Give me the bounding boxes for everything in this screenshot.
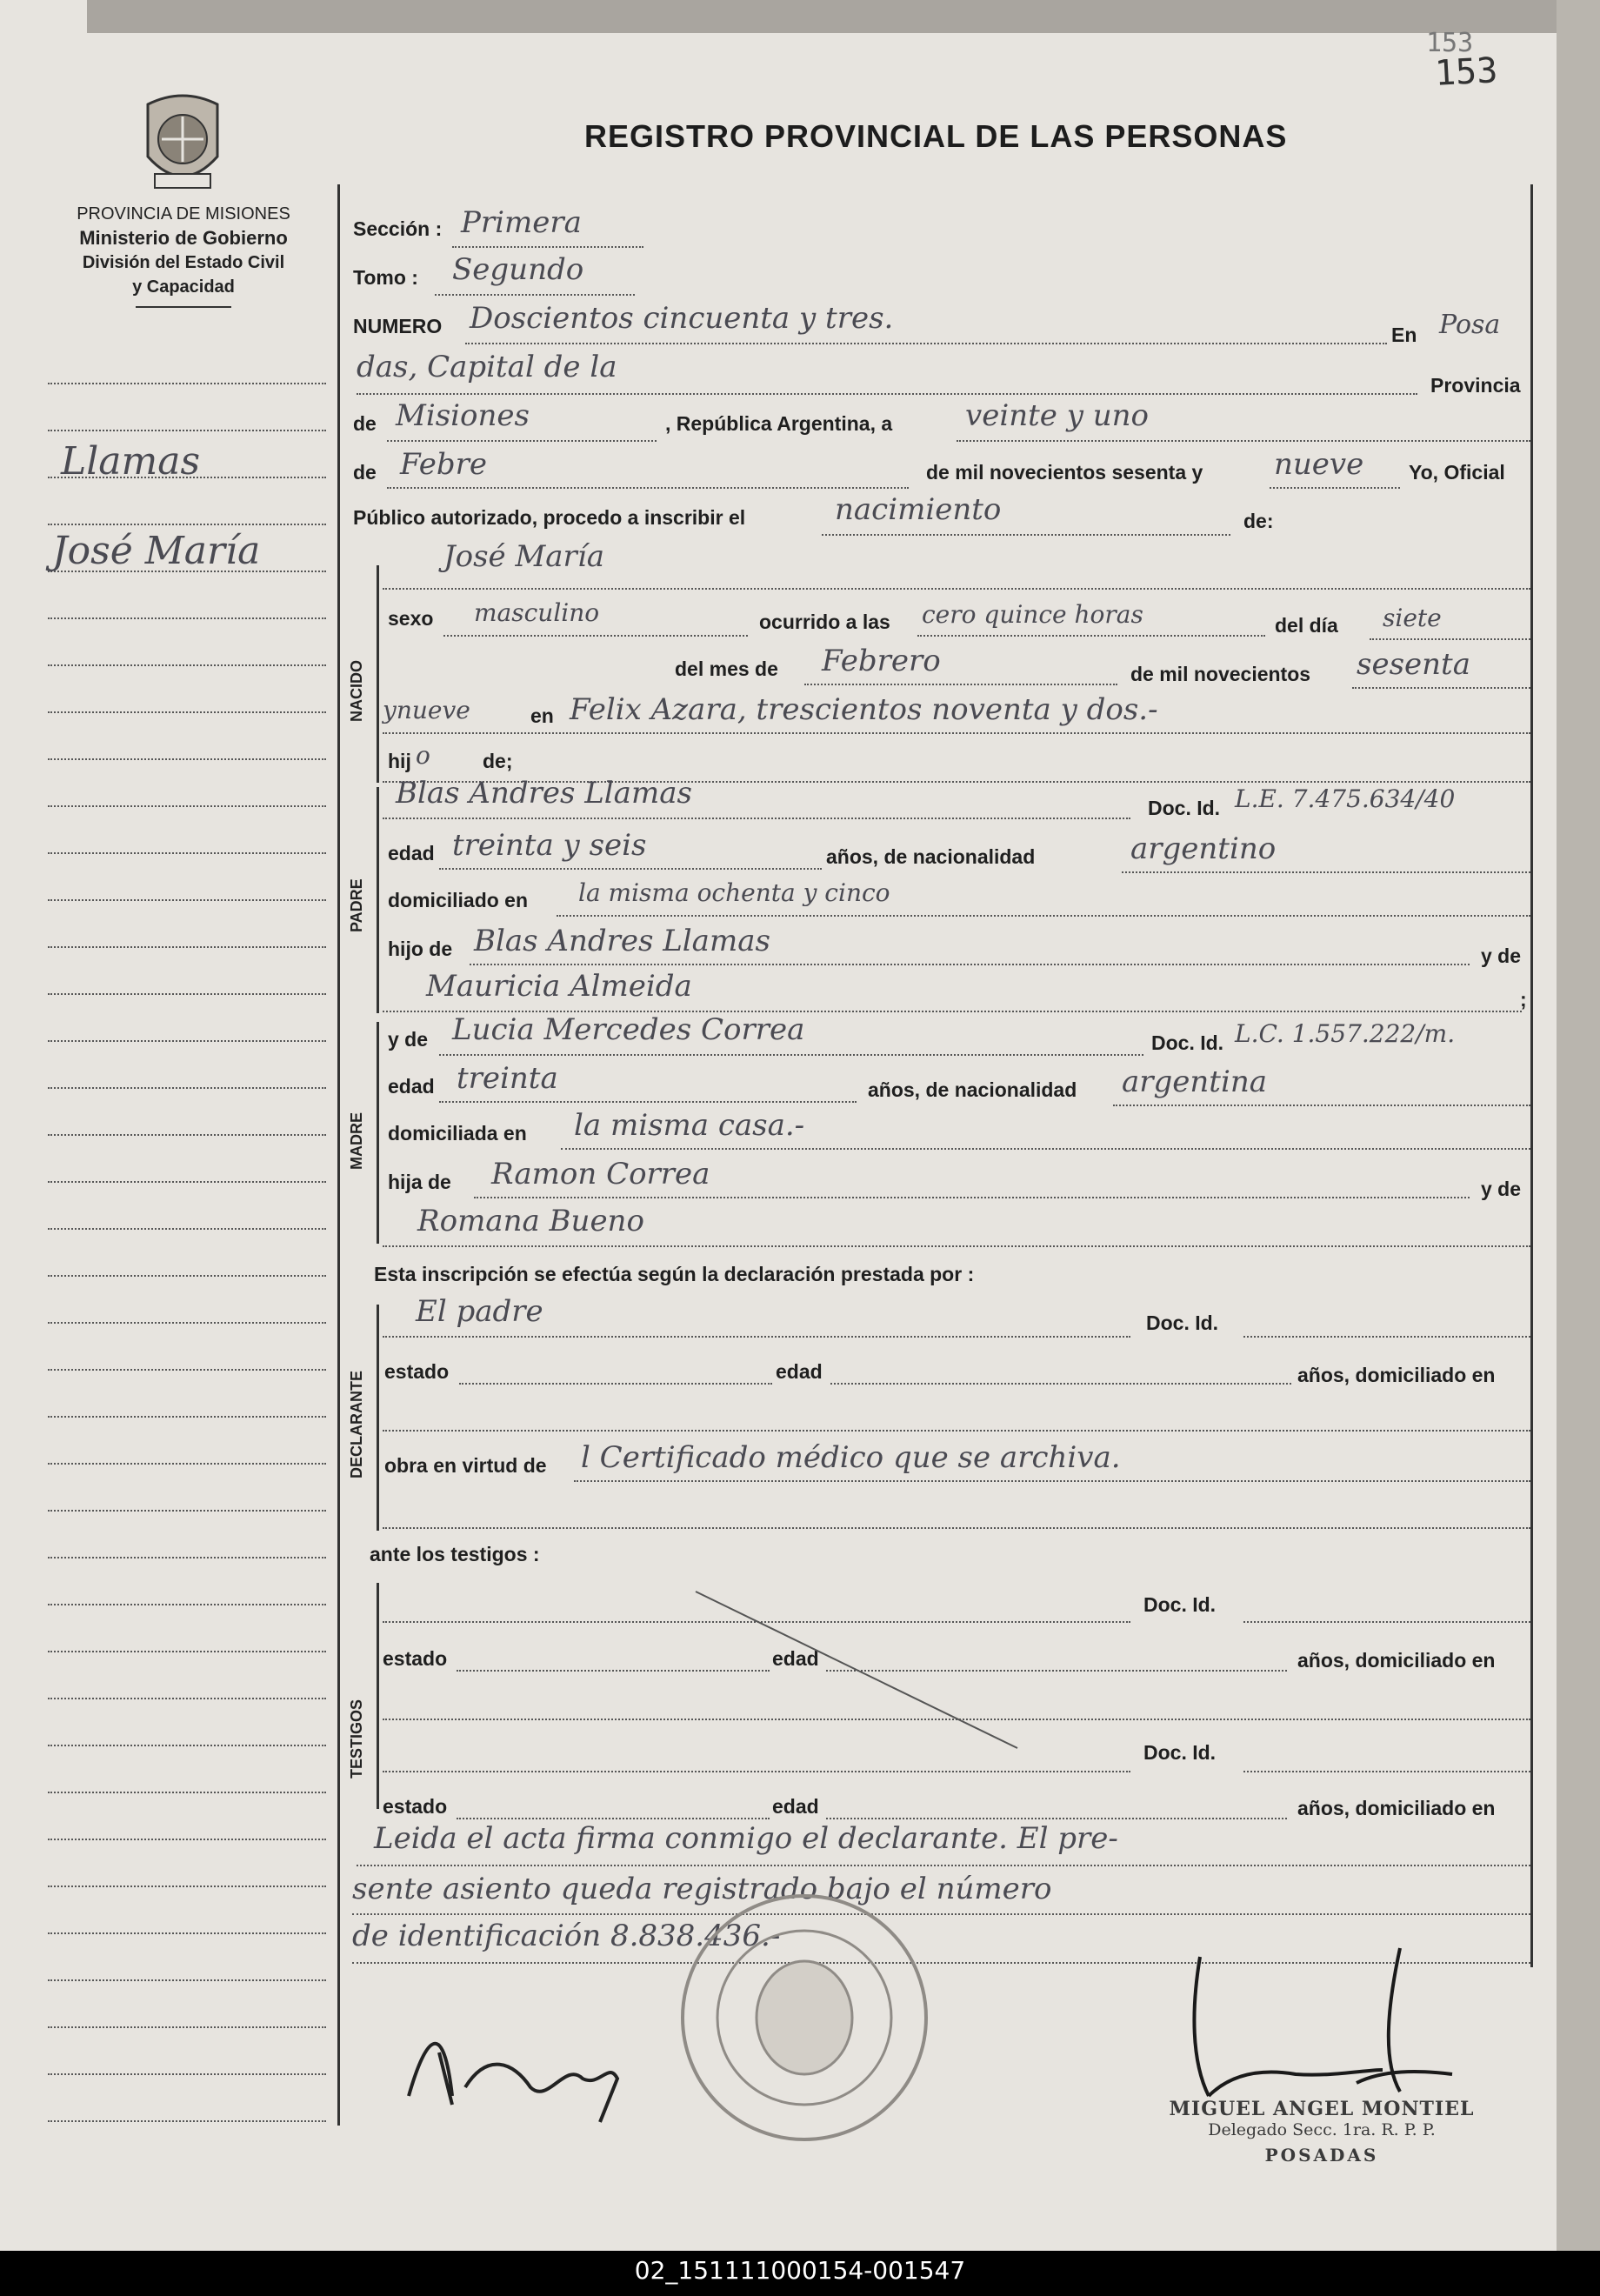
- padre-padre-value: Blas Andres Llamas: [474, 924, 770, 958]
- yo-oficial-label: Yo, Oficial: [1409, 461, 1505, 484]
- madre-hija-label: hija de: [388, 1171, 451, 1193]
- madre-padre-line: [474, 1197, 1470, 1198]
- declarante-edad-label: edad: [776, 1360, 823, 1383]
- mes-acta-line: [387, 487, 909, 489]
- margin-row-line: [48, 1979, 326, 1981]
- declarante-edad-line: [830, 1383, 1291, 1385]
- declarante-bracket: [377, 1305, 379, 1531]
- margin-row-line: [48, 993, 326, 995]
- testigos-bracket: [377, 1583, 379, 1809]
- acto-line: [822, 534, 1230, 536]
- seccion-value: Primera: [461, 205, 582, 240]
- declarante-doc-label: Doc. Id.: [1146, 1312, 1219, 1334]
- margin-row-line: [48, 1604, 326, 1605]
- dia-acta-value: veinte y uno: [965, 398, 1149, 433]
- declarante-estado-label: estado: [384, 1360, 450, 1383]
- en-label: En: [1391, 324, 1417, 346]
- tomo-label: Tomo :: [353, 266, 418, 289]
- right-border: [1530, 184, 1533, 1967]
- dia-value: siete: [1383, 604, 1442, 632]
- margin-row-line: [48, 1087, 326, 1089]
- madre-dom-line: [561, 1148, 1530, 1150]
- margin-row-line: [48, 1886, 326, 1887]
- testigo2-anos-label: años, domiciliado en: [1297, 1797, 1496, 1819]
- cross-out-stroke: [687, 1583, 1035, 1757]
- declarante-doc-line: [1243, 1336, 1530, 1338]
- margin-row-line: [48, 430, 326, 431]
- padre-y-de-label: y de: [1481, 944, 1522, 967]
- anio1-line: [1352, 687, 1530, 689]
- capacity-name: y Capacidad: [132, 277, 235, 297]
- numero-value: Doscientos cincuenta y tres.: [470, 301, 894, 336]
- testigos-intro-label: ante los testigos :: [370, 1543, 540, 1565]
- padre-edad-line: [439, 868, 822, 870]
- margin-row-line: [48, 1510, 326, 1512]
- madre-bracket: [377, 1022, 379, 1244]
- padre-doc-label: Doc. Id.: [1148, 797, 1221, 819]
- margin-row-line: [48, 1275, 326, 1277]
- madre-dom-label: domiciliada en: [388, 1122, 527, 1145]
- del-mes-label: del mes de: [675, 657, 778, 680]
- province-header: [31, 202, 336, 308]
- sexo-line: [443, 635, 748, 637]
- de-colon-label: de:: [1243, 510, 1274, 532]
- madre-doc-label: Doc. Id.: [1151, 1031, 1224, 1054]
- official-name: MIGUEL ANGEL MONTIEL: [1169, 2098, 1475, 2120]
- madre-nac-value: argentina: [1122, 1065, 1268, 1099]
- margin-row-line: [48, 664, 326, 666]
- dia-acta-line: [957, 440, 1530, 442]
- footer-code: 02_151111000154-001547: [634, 2256, 966, 2285]
- margin-surname: Llamas: [61, 439, 201, 484]
- margin-row-line: [48, 383, 326, 384]
- document-title: REGISTRO PROVINCIAL DE LAS PERSONAS: [584, 118, 1288, 154]
- padre-nac-value: argentino: [1130, 831, 1277, 866]
- inscripcion-label: Esta inscripción se efectúa según la declaración prestada por :: [374, 1263, 975, 1285]
- testigo2-edad-line: [826, 1818, 1287, 1819]
- testigo1-doc-label: Doc. Id.: [1143, 1593, 1217, 1616]
- lugar-nac-line: [383, 732, 1530, 734]
- margin-row-line: [48, 1463, 326, 1465]
- nacido-bracket: [377, 565, 379, 783]
- tomo-line: [435, 294, 635, 296]
- margin-row-line: [48, 758, 326, 760]
- madre-doc-value: L.C. 1.557.222/m.: [1235, 1019, 1456, 1048]
- padre-section-label: PADRE: [348, 878, 365, 932]
- hora-line: [917, 635, 1265, 637]
- hijo-o-value: o: [416, 741, 430, 770]
- margin-row-line: [48, 2026, 326, 2028]
- anio-acta-value: nueve: [1274, 447, 1364, 482]
- official-signature-icon: [1070, 1939, 1487, 2113]
- province-name: PROVINCIA DE MISIONES: [77, 204, 290, 224]
- official-place: POSADAS: [1264, 2145, 1379, 2166]
- testigo2-doc-line: [1243, 1771, 1530, 1772]
- declarante-section-label: DECLARANTE: [348, 1371, 365, 1478]
- ministry-name: Ministerio de Gobierno: [79, 227, 288, 249]
- padre-bracket: [377, 787, 379, 1013]
- margin-row-line: [48, 899, 326, 901]
- padre-padre-line: [470, 964, 1470, 965]
- obra-label: obra en virtud de: [384, 1454, 547, 1477]
- madre-nombre-line: [439, 1054, 1143, 1056]
- division-name: División del Estado Civil: [82, 253, 285, 272]
- closing-line-3: de identificación 8.838.436.-: [352, 1919, 781, 1953]
- madre-section-label: MADRE: [348, 1112, 365, 1170]
- margin-row-line: [48, 1745, 326, 1746]
- provincia-value: Misiones: [396, 398, 530, 433]
- margin-row-line: [48, 1839, 326, 1840]
- margin-row-line: [48, 1557, 326, 1558]
- lugar-nac-value: Felix Azara, trescientos noventa y dos.-: [570, 692, 1158, 727]
- margin-row-line: [48, 1651, 326, 1652]
- madre-edad-line: [439, 1101, 857, 1103]
- sexo-value: masculino: [474, 598, 600, 627]
- padre-dom-label: domiciliado en: [388, 889, 529, 911]
- official-stamp: [1139, 2098, 1504, 2166]
- provincia-label: Provincia: [1430, 374, 1521, 397]
- seccion-label: Sección :: [353, 217, 443, 240]
- padre-nac-line: [1122, 871, 1530, 873]
- madre-nac-label: años, de nacionalidad: [868, 1078, 1077, 1101]
- madre-madre-value: Romana Bueno: [417, 1204, 644, 1238]
- mil-sesenta-label: de mil novecientos sesenta y: [926, 461, 1203, 484]
- padre-nombre-value: Blas Andres Llamas: [396, 776, 692, 811]
- margin-row-line: [48, 2120, 326, 2122]
- official-role: Delegado Secc. 1ra. R. P. P.: [1208, 2120, 1436, 2139]
- anio2-value: ynueve: [383, 696, 470, 724]
- lugar-value: das, Capital de la: [357, 350, 617, 384]
- mes-acta-value: Febre: [400, 447, 487, 482]
- testigo1-doc-line: [1243, 1621, 1530, 1623]
- acto-value: nacimiento: [835, 492, 1002, 527]
- obra-line: [574, 1480, 1530, 1482]
- padre-edad-value: treinta y seis: [452, 828, 647, 863]
- lugar-line: [357, 393, 1417, 395]
- margin-row-line: [48, 1322, 326, 1324]
- seccion-line: [452, 246, 643, 248]
- anio1-value: sesenta: [1357, 647, 1470, 682]
- testigo2-doc-label: Doc. Id.: [1143, 1741, 1217, 1764]
- nacido-nombre-line: [383, 588, 1530, 590]
- page-number-top: 153: [1426, 28, 1474, 58]
- padre-dom-line: [557, 915, 1530, 917]
- obra-line-2: [383, 1527, 1530, 1529]
- closing-line-1: Leida el acta firma conmigo el declarante. El pre-: [374, 1821, 1118, 1856]
- header-rule: [136, 306, 231, 308]
- madre-edad-label: edad: [388, 1075, 435, 1098]
- madre-padre-value: Ramon Correa: [491, 1157, 710, 1191]
- declarante-anos-label: años, domiciliado en: [1297, 1364, 1496, 1386]
- testigo1-anos-label: años, domiciliado en: [1297, 1649, 1496, 1672]
- madre-nac-line: [1113, 1105, 1530, 1106]
- en-value: Posa: [1439, 310, 1501, 340]
- testigo2-estado-label: estado: [383, 1795, 448, 1818]
- declarante-estado-line: [459, 1383, 772, 1385]
- obra-value: l Certificado médico que se archiva.: [581, 1440, 1121, 1475]
- anio-acta-line: [1270, 487, 1400, 489]
- declarante-line: [383, 1336, 1130, 1338]
- hijo-label: hij: [388, 750, 411, 772]
- madre-y-de-label: y de: [388, 1028, 429, 1051]
- madre-edad-value: treinta: [457, 1061, 558, 1096]
- closing-line-2: sente asiento queda registrado bajo el número: [352, 1872, 1052, 1906]
- padre-dom-value: la misma ochenta y cinco: [578, 878, 890, 907]
- testigo2-estado-line: [457, 1818, 770, 1819]
- testigos-section-label: TESTIGOS: [348, 1699, 365, 1779]
- semicolon-label: ;: [1520, 988, 1527, 1011]
- del-dia-label: del día: [1275, 614, 1338, 637]
- book-binding-right: [1557, 0, 1600, 2251]
- margin-row-line: [48, 1416, 326, 1418]
- margin-row-line: [48, 852, 326, 854]
- margin-row-line: [48, 1181, 326, 1183]
- de-mil-label: de mil novecientos: [1130, 663, 1311, 685]
- mes-line: [804, 684, 1117, 685]
- padre-edad-label: edad: [388, 842, 435, 864]
- margin-given-name: José María: [52, 529, 261, 573]
- margin-row-line: [48, 2073, 326, 2075]
- margin-row-line: [48, 1369, 326, 1371]
- declarante-value: El padre: [416, 1294, 543, 1329]
- margin-row-line: [48, 1134, 326, 1136]
- margin-row-line: [48, 524, 326, 525]
- margin-row-line: [48, 1932, 326, 1934]
- testigo1-estado-label: estado: [383, 1647, 448, 1670]
- margin-row-line: [48, 711, 326, 713]
- margin-row-line: [48, 1698, 326, 1699]
- margin-row-line: [48, 617, 326, 619]
- numero-label: NUMERO: [353, 315, 443, 337]
- de-label: de: [353, 412, 377, 435]
- testigo1-edad-label: edad: [772, 1647, 819, 1670]
- en-nac-label: en: [530, 704, 554, 727]
- nacido-section-label: NACIDO: [348, 660, 365, 722]
- closing-rule-1: [357, 1865, 1530, 1866]
- padre-nac-label: años, de nacionalidad: [826, 845, 1036, 868]
- republica-label: , República Argentina, a: [665, 412, 893, 435]
- publico-label: Público autorizado, procedo a inscribir el: [353, 506, 746, 529]
- closing-rule-2: [352, 1913, 1530, 1915]
- madre-madre-line: [383, 1245, 1530, 1247]
- testigo2-edad-label: edad: [772, 1795, 819, 1818]
- province-emblem-icon: [130, 87, 235, 200]
- dia-line: [1370, 638, 1530, 640]
- sexo-label: sexo: [388, 607, 434, 630]
- madre-dom-value: la misma casa.-: [574, 1108, 805, 1143]
- page-number: 153: [1433, 50, 1499, 94]
- declarante-dom-line: [383, 1430, 1530, 1432]
- hijo-de-label: de;: [483, 750, 513, 772]
- margin-row-line: [48, 1792, 326, 1793]
- official-seal-icon: [674, 1887, 935, 2148]
- madre-nombre-value: Lucia Mercedes Correa: [452, 1012, 805, 1047]
- margin-row-line: [48, 946, 326, 948]
- left-border: [337, 184, 340, 2126]
- margin-row-line: [48, 1228, 326, 1230]
- mes-value: Febrero: [822, 644, 941, 678]
- hora-value: cero quince horas: [922, 600, 1143, 629]
- padre-nombre-line: [383, 818, 1130, 819]
- margin-row-line: [48, 1040, 326, 1042]
- declarant-signature-icon: [391, 2000, 652, 2131]
- nacido-nombre-value: José María: [443, 539, 604, 574]
- numero-line: [465, 343, 1387, 344]
- padre-madre-value: Mauricia Almeida: [426, 969, 692, 1004]
- ocurrido-label: ocurrido a las: [759, 611, 890, 633]
- tomo-value: Segundo: [452, 252, 584, 287]
- provincia-line: [387, 440, 657, 442]
- book-binding-top: [87, 0, 1565, 33]
- padre-hijo-label: hijo de: [388, 938, 453, 960]
- madre-y-de-label2: y de: [1481, 1178, 1522, 1200]
- testigo2-line: [383, 1771, 1130, 1772]
- de-mes-label: de: [353, 461, 377, 484]
- padre-doc-value: L.E. 7.475.634/40: [1235, 784, 1456, 813]
- margin-row-line: [48, 805, 326, 807]
